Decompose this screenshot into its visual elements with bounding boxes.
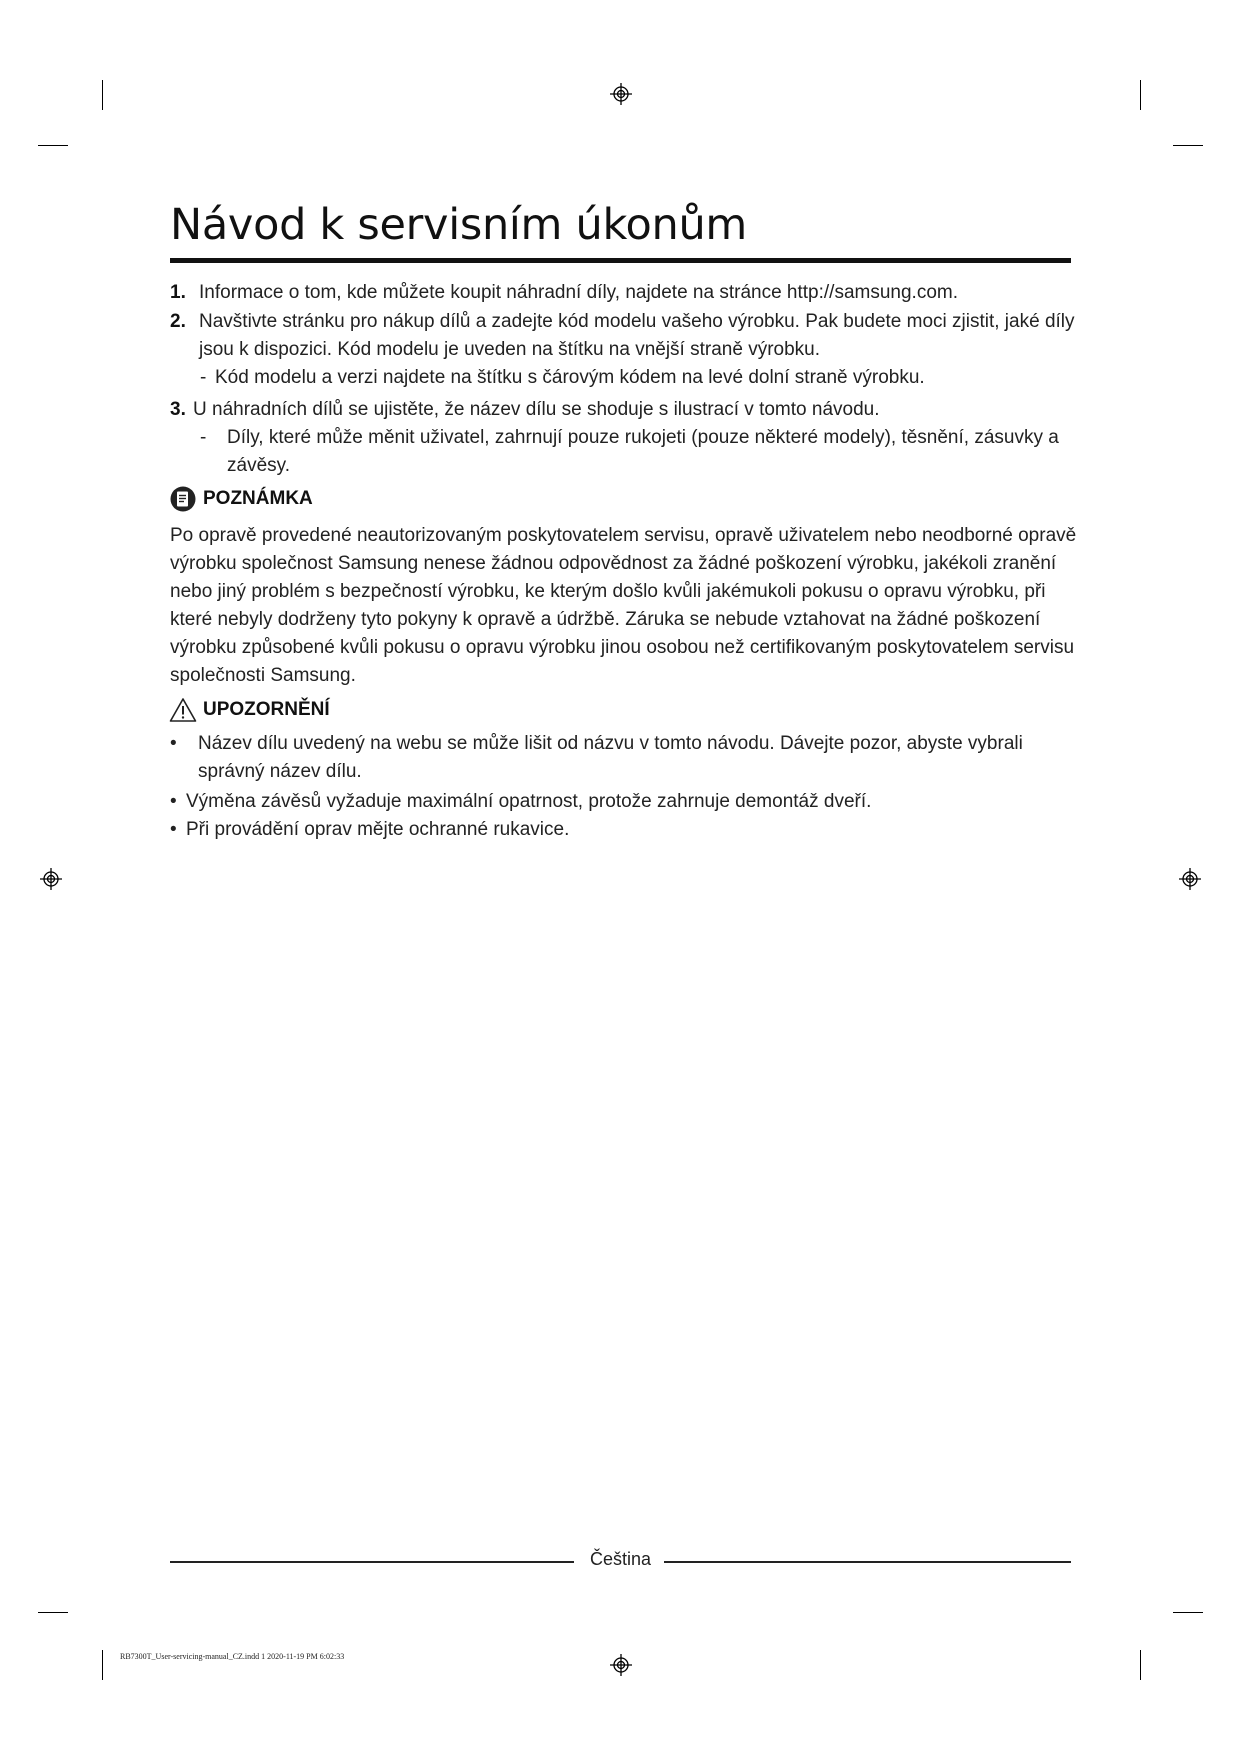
caution-bullet: • — [170, 819, 177, 840]
caution-item-1-line1: Název dílu uvedený na webu se může lišit od názvu v tomto návodu. Dávejte pozor, abyste vybrali — [198, 733, 1023, 754]
page-title: Návod k servisním úkonům — [170, 200, 748, 250]
crop-mark-top-right — [1140, 80, 1141, 110]
item-3-sub-line2: závěsy. — [227, 455, 291, 476]
caution-bullet: • — [170, 791, 177, 812]
caution-item-2: Výměna závěsů vyžaduje maximální opatrnost, protože zahrnuje demontáž dveří. — [186, 791, 872, 812]
note-line: které nebyly dodrženy tyto pokyny k opravě a údržbě. Záruka se nebude vztahovat na žádné poškození — [170, 609, 1041, 630]
item-3-sub-dash: - — [200, 427, 207, 448]
caution-bullet: • — [170, 733, 177, 754]
footer-rule-left — [170, 1561, 574, 1563]
item-2-text-line1: Navštivte stránku pro nákup dílů a zadejte kód modelu vašeho výrobku. Pak budete moci zjistit, jaké díly — [199, 311, 1075, 332]
item-3-text: U náhradních dílů se ujistěte, že název dílu se shoduje s ilustrací v tomto návodu. — [193, 399, 880, 420]
note-line: společnosti Samsung. — [170, 665, 356, 686]
note-line: nebo jiný problém s bezpečností výrobku, ke kterým došlo kvůli jakémukoli pokusu o opravu výrobku, při — [170, 581, 1046, 602]
crop-mark-bottom-left — [102, 1650, 103, 1680]
footer-language: Čeština — [590, 1549, 652, 1569]
crop-mark-bottom-right — [1140, 1650, 1141, 1680]
item-2-sub-dash: - — [200, 367, 207, 388]
note-paragraph — [170, 522, 1080, 690]
registration-mark-icon — [610, 1654, 632, 1676]
registration-mark-icon — [1179, 868, 1201, 890]
caution-heading: UPOZORNĚNÍ — [203, 699, 330, 720]
caution-item-3: Při provádění oprav mějte ochranné rukavice. — [186, 819, 570, 840]
item-1-number: 1. — [170, 282, 186, 303]
title-rule — [170, 258, 1071, 263]
crop-mark-top-right-h — [1173, 145, 1203, 146]
item-2-number: 2. — [170, 311, 186, 332]
warning-icon — [169, 697, 197, 723]
note-heading: POZNÁMKA — [203, 488, 313, 509]
item-1-text: Informace o tom, kde můžete koupit náhradní díly, najdete na stránce http://samsung.com. — [199, 282, 958, 303]
item-2-sub-text: Kód modelu a verzi najdete na štítku s čárovým kódem na levé dolní straně výrobku. — [215, 367, 925, 388]
registration-mark-icon — [40, 868, 62, 890]
caution-item-1-line2: správný název dílu. — [198, 761, 362, 782]
item-3-number: 3. — [170, 399, 186, 420]
file-slug: RB7300T_User-servicing-manual_CZ.indd 1 2020-11-19 PM 6:02:33 — [120, 1652, 345, 1661]
footer-rule-right — [664, 1561, 1071, 1563]
crop-mark-top-left — [102, 80, 103, 110]
crop-mark-bottom-right-h — [1173, 1612, 1203, 1613]
crop-mark-bottom-left-h — [38, 1612, 68, 1613]
note-icon — [170, 486, 196, 512]
item-3-sub-line1: Díly, které může měnit uživatel, zahrnují pouze rukojeti (pouze některé modely), těsnění, zásuvky a — [227, 427, 1059, 448]
note-line: výrobku společnost Samsung nenese žádnou odpovědnost za žádné poškození výrobku, jakékoli zranění — [170, 553, 1057, 574]
crop-mark-top-left-h — [38, 145, 68, 146]
note-line: Po opravě provedené neautorizovaným poskytovatelem servisu, opravě uživatelem nebo neodborné opravě — [170, 525, 1077, 546]
item-2-text-line2: jsou k dispozici. Kód modelu je uveden na štítku na vnější straně výrobku. — [199, 339, 821, 360]
note-line: výrobku způsobené kvůli pokusu o opravu výrobku jinou osobou než certifikovaným poskytovatelem servisu — [170, 637, 1075, 658]
registration-mark-icon — [610, 83, 632, 105]
